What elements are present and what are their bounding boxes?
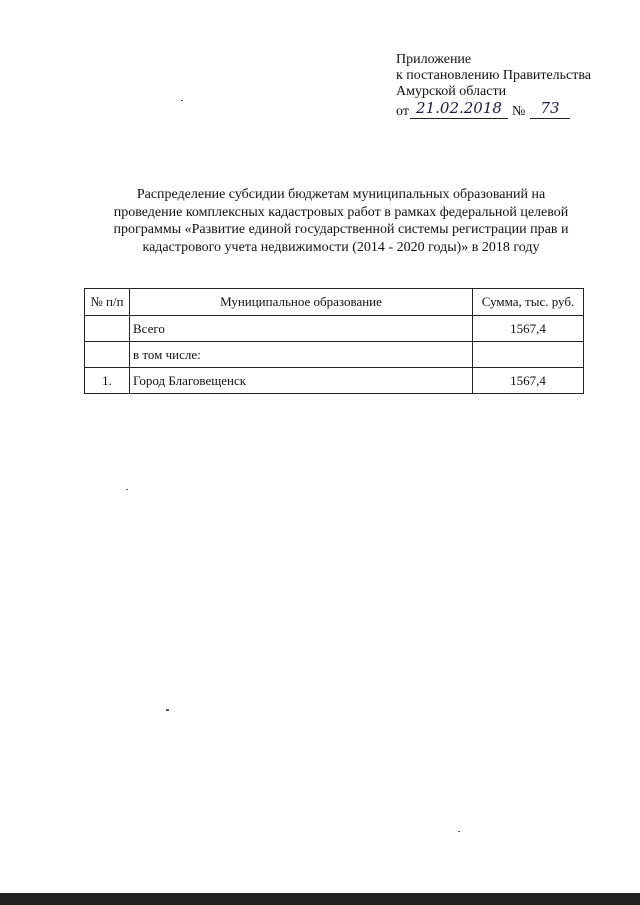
cell-sum — [473, 342, 584, 368]
scan-speck — [181, 100, 183, 101]
header-sum: Сумма, тыс. руб. — [473, 289, 584, 316]
appendix-label: Приложение — [396, 52, 472, 67]
scan-bottom-edge — [0, 893, 640, 905]
appendix-region-line: Амурской области — [396, 84, 507, 99]
handwritten-date: 21.02.2018 — [410, 100, 508, 119]
title-line-3: программы «Развитие единой государственной системы регистрации прав и — [113, 222, 569, 237]
scan-speck — [126, 489, 128, 490]
table-row — [85, 368, 584, 394]
table-row — [85, 316, 584, 342]
cell-number: 1. — [85, 368, 130, 394]
header-number: № п/п — [85, 289, 130, 316]
cell-number — [85, 316, 130, 342]
appendix-block — [396, 52, 591, 120]
cell-municipality: в том числе: — [130, 342, 473, 368]
table-header-row — [85, 289, 584, 316]
title-line-4: кадастрового учета недвижимости (2014 - 2020 годы)» в 2018 году — [142, 239, 540, 255]
title-line-2: проведение комплексных кадастровых работ в рамках федеральной целевой — [113, 204, 569, 220]
table-row — [85, 342, 584, 368]
cell-municipality: Город Благовещенск — [130, 368, 473, 394]
header-municipality: Муниципальное образование — [130, 289, 473, 316]
cell-sum: 1567,4 — [473, 368, 584, 394]
cell-sum: 1567,4 — [473, 316, 584, 342]
subsidy-table — [84, 288, 584, 394]
scan-speck — [458, 831, 460, 832]
handwritten-number: 73 — [530, 100, 570, 119]
cell-number — [85, 342, 130, 368]
document-title — [86, 186, 596, 256]
date-prefix: от — [396, 104, 409, 119]
appendix-reference-line — [396, 100, 591, 120]
title-line-1: Распределение субсидии бюджетам муниципальных образований на — [136, 187, 546, 202]
scan-speck — [166, 709, 169, 711]
number-prefix: № — [512, 104, 526, 119]
appendix-resolution-line: к постановлению Правительства — [396, 68, 592, 83]
cell-municipality: Всего — [130, 316, 473, 342]
